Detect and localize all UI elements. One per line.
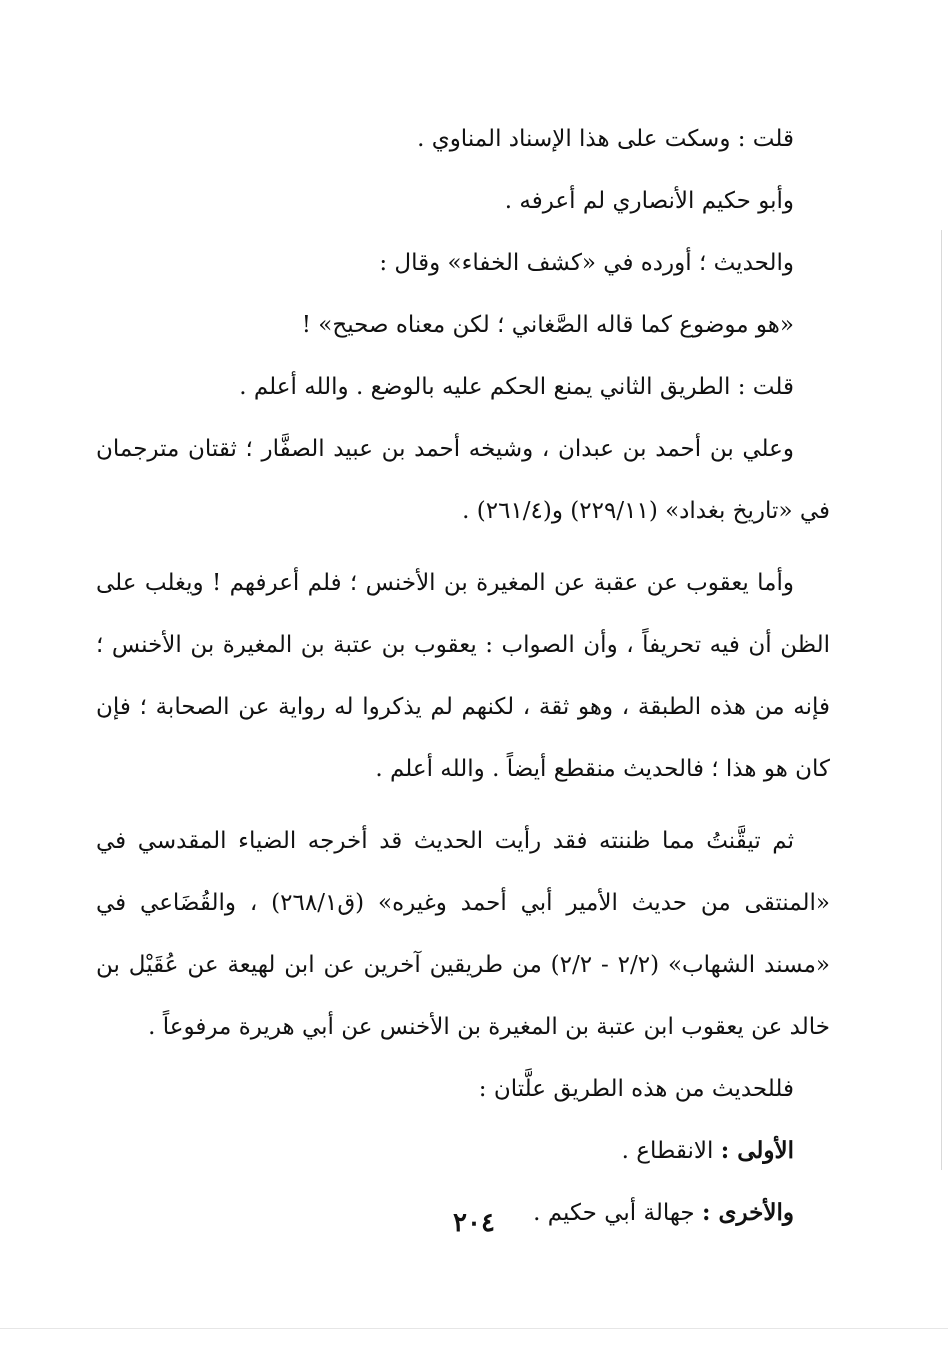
page-body — [96, 108, 830, 1244]
scan-edge-line — [941, 230, 942, 1170]
paragraph-diya-maqdisi: ثم تيقَّنتُ مما ظننته فقد رأيت الحديث قد أخرجه الضياء المقدسي في «المنتقى من حديث الأمير أبي أحمد وغيره» (ق٢٦٨/١) ، والقُضَاعي في «مسند الشهاب» (٢/٢ - ٢/٢) من طريقين آخرين عن ابن لهيعة عن عُقَيْل بن خالد عن يعقوب ابن عتبة بن المغيرة بن الأخنس عن أبي هريرة مرفوعاً . — [96, 828, 831, 1040]
paragraph-narrators-trustworthy: وعلي بن أحمد بن عبدان ، وشيخه أحمد بن عبيد الصفَّار ؛ ثقتان مترجمان في «تاريخ بغداد» (٢٢٩/١١) و(٢٦١/٤) . — [96, 436, 830, 524]
defect-first-lead: الأولى : — [720, 1137, 794, 1164]
paragraph-quote-saghani: «هو موضوع كما قاله الصَّغاني ؛ لكن معناه صحيح» ! — [301, 312, 794, 338]
defect-second-text: جهالة أبي حكيم . — [533, 1200, 702, 1226]
defect-first-text: الانقطاع . — [621, 1138, 721, 1164]
defect-second-lead: والأخرى : — [701, 1199, 794, 1226]
defect-first — [96, 1120, 830, 1182]
scan-bottom-line — [0, 1328, 948, 1329]
paragraph-abu-hakim: وأبو حكيم الأنصاري لم أعرفه . — [504, 188, 794, 214]
paragraph-munawi-silence: قلت : وسكت على هذا الإسناد المناوي . — [417, 126, 794, 152]
page-number: ٢٠٤ — [453, 1208, 495, 1238]
paragraph-second-route: قلت : الطريق الثاني يمنع الحكم عليه بالوضع . والله أعلم . — [239, 374, 794, 400]
paragraph-yaqub-uqba: وأما يعقوب عن عقبة عن المغيرة بن الأخنس ؛ فلم أعرفهم ! ويغلب على الظن أن فيه تحريفاً ، وأن الصواب : يعقوب بن عتبة بن المغيرة بن الأخنس ؛ فإنه من هذه الطبقة ، وهو ثقة ، لكنهم لم يذكروا له رواية عن الصحابة ؛ فإن كان هو هذا ؛ فالحديث منقطع أيضاً . والله أعلم . — [96, 570, 830, 782]
paragraph-two-defects: فللحديث من هذه الطريق علَّتان : — [478, 1076, 794, 1102]
paragraph-kashf-al-khafa: والحديث ؛ أورده في «كشف الخفاء» وقال : — [379, 250, 794, 276]
